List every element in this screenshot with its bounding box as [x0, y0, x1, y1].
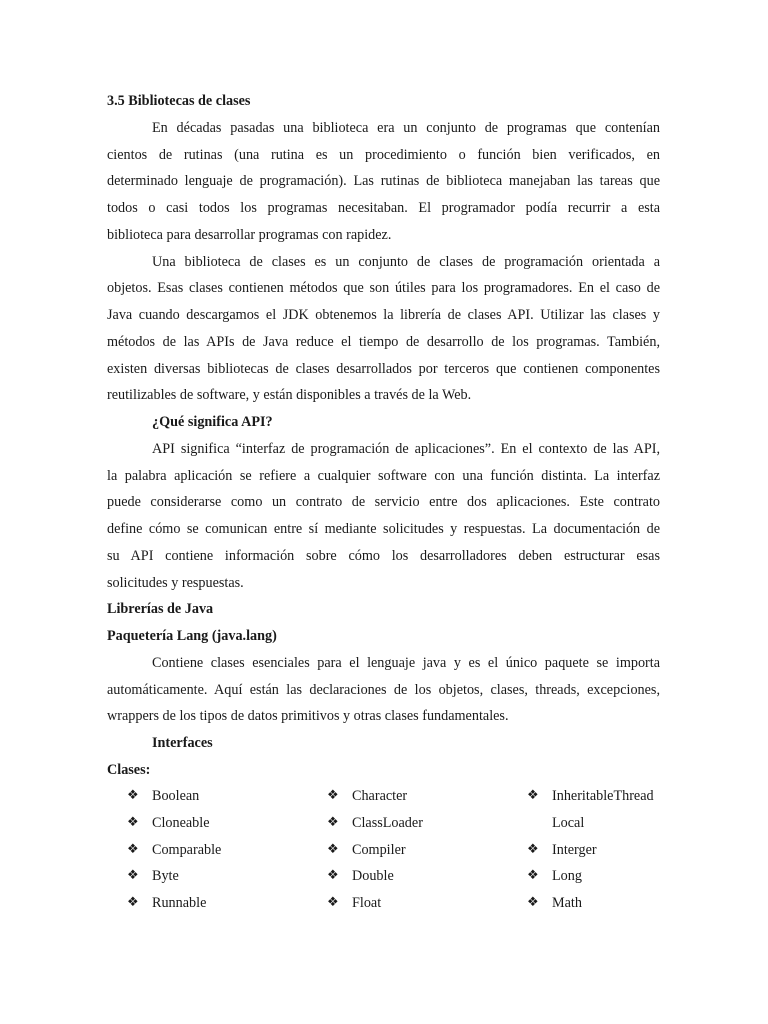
paragraph-line: cientos de rutinas (una rutina es un procedimiento o función bien verificados, en [107, 146, 660, 163]
class-list-item [527, 890, 717, 917]
class-list-item [127, 783, 317, 810]
class-list-item [127, 890, 317, 917]
paragraph-bibliotecas [107, 115, 660, 249]
class-list-item [327, 783, 517, 810]
interfaces-label: Interfaces [152, 735, 213, 751]
class-list-item [127, 863, 317, 890]
class-column-3 [527, 783, 717, 917]
paragraph-line: Contiene clases esenciales para el lenguaje java y es el único paquete se importa [152, 654, 660, 671]
paragraph-line: solicitudes y respuestas. [107, 574, 244, 591]
paragraph-line: reutilizables de software, y están disponibles a través de la Web. [107, 387, 472, 404]
class-name: Byte [152, 868, 179, 885]
class-name: Local [552, 814, 585, 831]
diamond-bullet-icon: ❖ [327, 868, 339, 884]
diamond-bullet-icon: ❖ [327, 841, 339, 857]
diamond-bullet-icon: ❖ [527, 895, 539, 910]
class-list-item [327, 890, 517, 917]
paragraph-lang [107, 650, 660, 730]
paragraph-line: automáticamente. Aquí están las declaraciones de los objetos, clases, threads, excepciones, [107, 681, 660, 698]
paragraph-line: puede considerarse como un contrato de servicio entre dos aplicaciones. Este contrato [107, 494, 660, 511]
class-name: Double [352, 868, 394, 885]
class-column-2 [327, 783, 517, 917]
paragraph-line: su API contiene información sobre cómo los desarrolladores deben estructurar esas [107, 547, 660, 564]
class-list-item [527, 810, 717, 837]
diamond-bullet-icon: ❖ [127, 814, 139, 830]
diamond-bullet-icon: ❖ [327, 895, 339, 910]
diamond-bullet-icon: ❖ [127, 841, 139, 857]
class-name: Boolean [152, 788, 200, 804]
diamond-bullet-icon: ❖ [527, 841, 539, 857]
diamond-bullet-icon: ❖ [527, 788, 539, 803]
document-body [107, 88, 660, 784]
class-name: Compiler [352, 841, 406, 858]
section-title: 3.5 Bibliotecas de clases [107, 93, 251, 109]
class-name: ClassLoader [352, 814, 423, 831]
diamond-bullet-icon: ❖ [327, 788, 339, 803]
class-column-1 [127, 783, 317, 917]
paragraph-line: todos o casi todos los programas necesitaban. El programador podía recurrir a esta [107, 200, 660, 216]
diamond-bullet-icon: ❖ [527, 868, 539, 884]
clases-label: Clases: [107, 761, 151, 778]
paragraph-line: la palabra aplicación se refiere a cualquier software con una función distinta. La interfaz [107, 467, 660, 484]
paragraph-line: Java cuando descargamos el JDK obtenemos la librería de clases API. Utilizar las clases y [107, 307, 660, 323]
class-list-item [527, 837, 717, 864]
paragraph-line: métodos de las APIs de Java reduce el tiempo de desarrollo de los programas. También, [107, 333, 660, 350]
class-name: Cloneable [152, 814, 210, 831]
class-list-item [527, 863, 717, 890]
lang-heading: Paquetería Lang (java.lang) [107, 628, 277, 644]
diamond-bullet-icon: ❖ [127, 788, 139, 803]
class-name: Float [352, 895, 382, 911]
paragraph-line: biblioteca para desarrollar programas con rapidez. [107, 226, 392, 243]
diamond-bullet-icon: ❖ [127, 868, 139, 884]
paragraph-line: define cómo se comunican entre sí mediante solicitudes y respuestas. La documentación de [107, 521, 660, 537]
class-list-item [327, 810, 517, 837]
class-name: InheritableThread [552, 788, 654, 804]
paragraph-line: En décadas pasadas una biblioteca era un conjunto de programas que contenían [152, 119, 660, 136]
class-name: Character [352, 788, 408, 804]
class-list-item [327, 837, 517, 864]
class-list-item [527, 783, 717, 810]
libs-heading: Librerías de Java [107, 601, 214, 618]
paragraph-line: API significa “interfaz de programación de aplicaciones”. En el contexto de las API, [152, 440, 660, 457]
diamond-bullet-icon: ❖ [127, 895, 139, 910]
paragraph-line: existen diversas bibliotecas de clases desarrollados por terceros que contienen componentes [107, 360, 660, 377]
class-list-item [327, 863, 517, 890]
class-name: Comparable [152, 841, 222, 858]
class-name: Long [552, 868, 582, 885]
paragraph-line: determinado lenguaje de programación). Las rutinas de biblioteca manejaban las tareas que [107, 173, 660, 190]
paragraph-line: objetos. Esas clases contienen métodos que son útiles para los programadores. En el caso de [107, 280, 660, 297]
class-list-item [127, 810, 317, 837]
paragraph-clases [107, 249, 660, 410]
paragraph-api [107, 436, 660, 597]
paragraph-line: wrappers de los tipos de datos primitivos y otras clases fundamentales. [107, 708, 509, 725]
class-name: Runnable [152, 895, 207, 911]
class-name: Math [552, 895, 582, 911]
class-name: Interger [552, 841, 597, 858]
paragraph-line: Una biblioteca de clases es un conjunto de clases de programación orientada a [152, 253, 660, 270]
api-heading: ¿Qué significa API? [152, 414, 273, 430]
diamond-bullet-icon: ❖ [327, 814, 339, 830]
class-list-item [127, 837, 317, 864]
